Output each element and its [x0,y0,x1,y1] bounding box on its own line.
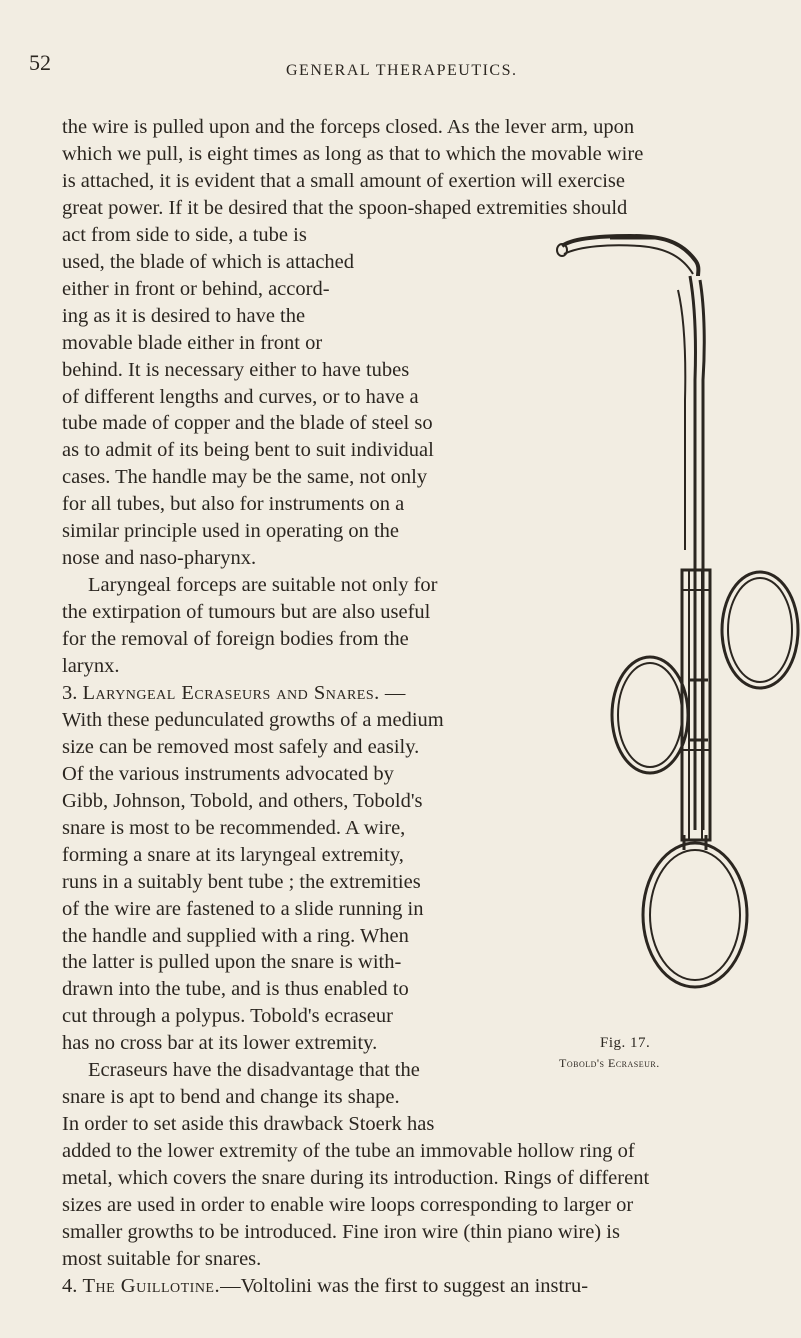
body-text-line: forming a snare at its laryngeal extremity, [62,843,404,866]
page-number: 52 [29,50,51,75]
body-text-line: snare is most to be recommended. A wire, [62,816,406,839]
body-text-line: the latter is pulled upon the snare is with- [62,951,402,974]
body-text-line: as to admit of its being bent to suit individual [62,439,434,462]
body-text-line: for the removal of foreign bodies from the [62,628,409,651]
body-text-line: the handle and supplied with a ring. When [62,924,409,947]
body-text-line: size can be removed most safely and easily. [62,735,420,758]
body-text-line: behind. It is necessary either to have tubes [62,358,410,381]
body-text-line: of the wire are fastened to a slide running in [62,897,424,920]
body-text-line: Of the various instruments advocated by [62,762,394,785]
running-head: GENERAL THERAPEUTICS. [286,62,518,79]
body-text-line: either in front or behind, accord- [62,277,330,300]
body-text-line: metal, which covers the snare during its introduction. Rings of different [62,1167,650,1190]
body-text-line: movable blade either in front or [62,331,323,354]
body-text-line: cases. The handle may be the same, not only [62,466,428,489]
body-text-line: similar principle used in operating on the [62,520,400,543]
body-text-line: cut through a polypus. Tobold's ecraseur [62,1005,393,1028]
body-text-line: 4. The Guillotine.—Voltolini was the first to suggest an instru- [62,1274,589,1297]
body-text-line: smaller growths to be introduced. Fine iron wire (thin piano wire) is [62,1220,620,1243]
body-text-line: 3. Laryngeal Ecraseurs and Snares. — [62,681,406,704]
body-text-line: runs in a suitably bent tube ; the extremities [62,870,421,893]
body-text-line: the wire is pulled upon and the forceps closed. As the lever arm, upon [62,116,635,138]
body-text-line: With these pedunculated growths of a medium [62,708,444,731]
body-text-line: larynx. [62,655,120,677]
body-text-line: act from side to side, a tube is [62,223,307,246]
body-text-line: tube made of copper and the blade of steel so [62,412,433,435]
body-text-line: is attached, it is evident that a small amount of exertion will exercise [62,169,626,192]
body-text-line: of different lengths and curves, or to have a [62,385,419,408]
body-text-line: drawn into the tube, and is thus enabled to [62,978,409,1001]
figure-label: Fig. 17. [600,1035,651,1051]
tobold-ecraseur-illustration [550,210,801,1020]
body-text-line: nose and naso-pharynx. [62,547,257,570]
body-text-line: In order to set aside this drawback Stoerk has [62,1113,435,1136]
body-text-line: which we pull, is eight times as long as that to which the movable wire [62,142,644,165]
body-text-line: added to the lower extremity of the tube an immovable hollow ring of [62,1140,635,1163]
body-text-line: most suitable for snares. [62,1247,262,1270]
body-text-line: ing as it is desired to have the [62,304,306,327]
body-text-line: has no cross bar at its lower extremity. [62,1032,378,1055]
body-text-line: for all tubes, but also for instruments on a [62,493,405,516]
body-text-line: the extirpation of tumours but are also useful [62,601,431,624]
body-text-line: sizes are used in order to enable wire loops corresponding to larger or [62,1194,634,1216]
body-text-line: snare is apt to bend and change its shape. [62,1086,400,1109]
body-text-line: used, the blade of which is attached [62,250,355,273]
body-text-line: Ecraseurs have the disadvantage that the [88,1059,420,1082]
figure-caption: Tobold's Ecraseur. [559,1056,660,1070]
body-text-line: Laryngeal forceps are suitable not only for [88,574,438,597]
body-text-line: Gibb, Johnson, Tobold, and others, Tobold's [62,789,423,812]
body-text-line: great power. If it be desired that the spoon-shaped extremities should [62,196,628,219]
